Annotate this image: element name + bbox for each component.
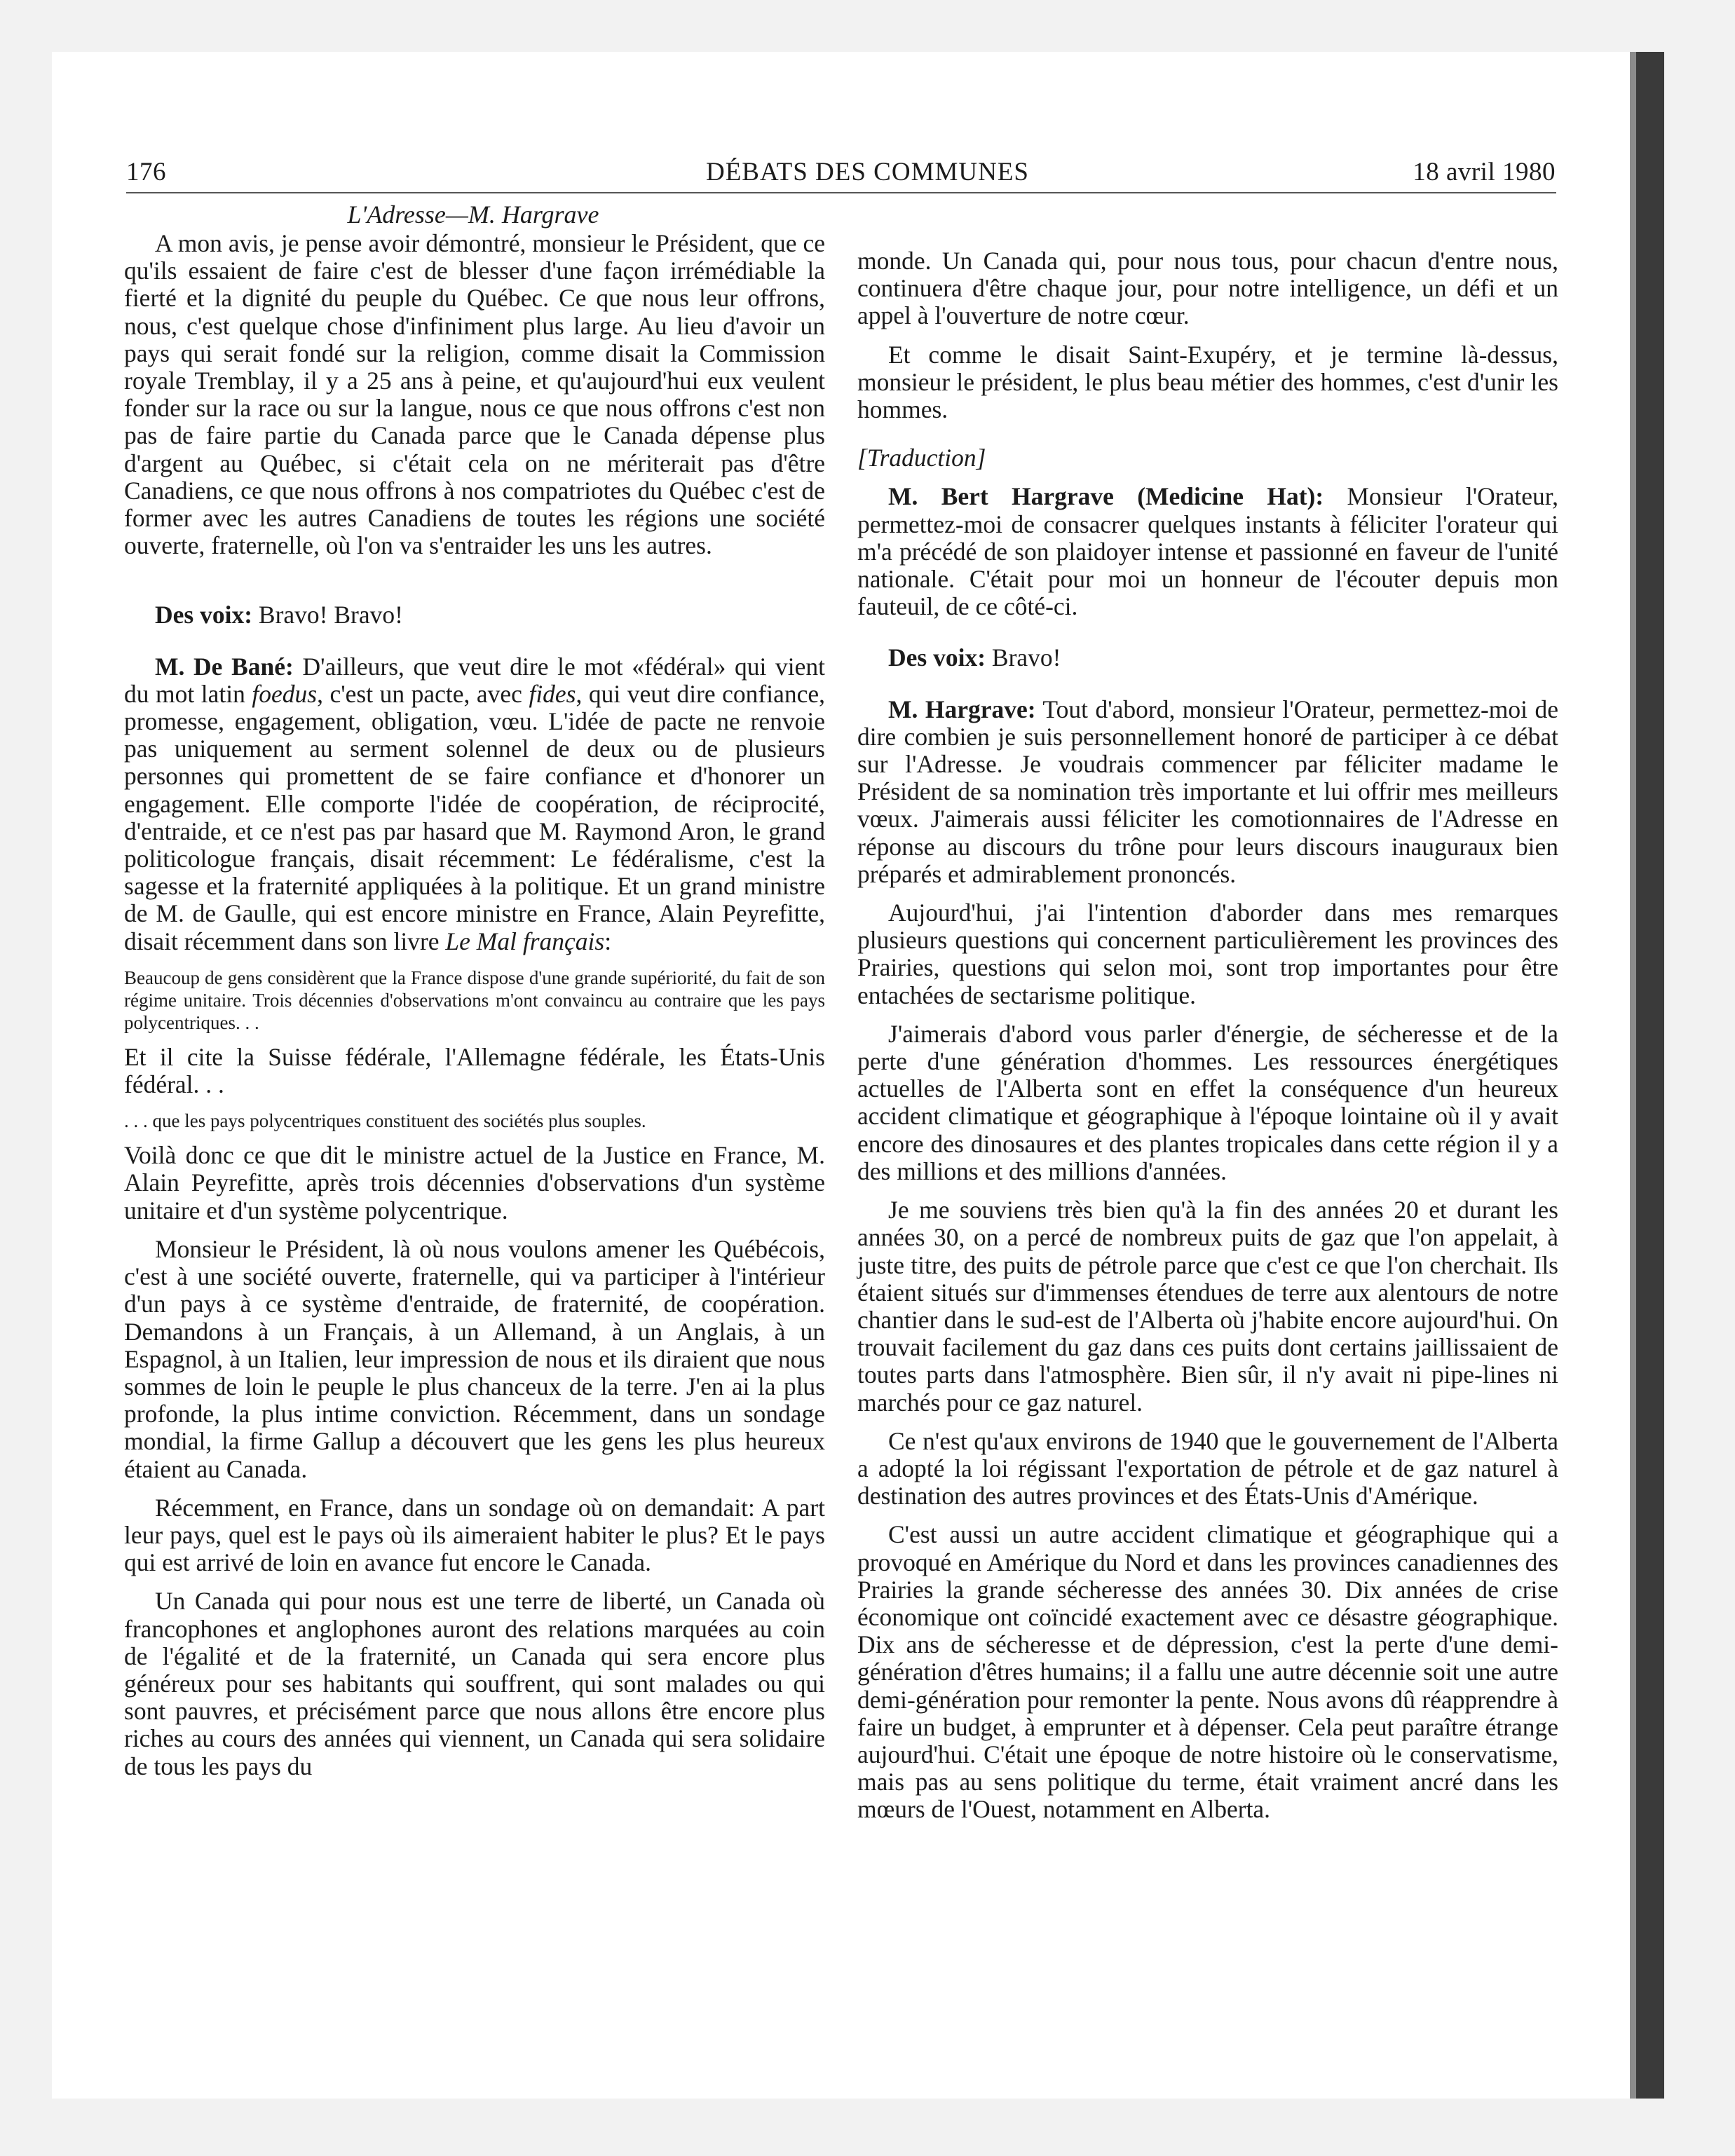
page-number: 176	[126, 158, 166, 186]
journal-title: DÉBATS DES COMMUNES	[705, 158, 1029, 186]
block-quote: Beaucoup de gens considèrent que la France dispose d'une grande supériorité, du fait de son régime unitaire. Trois décennies d'observations m'ont convaincu au contraire que les pays polycentriques. . .	[124, 967, 825, 1033]
paragraph: Je me souviens très bien qu'à la fin des années 20 et durant les années 30, on a percé de nombreux puits de gaz que l'on appelait, à juste titre, des puits de pétrole parce que c'est ce que l'on cherchait. Ils étaient situés sur d'immenses étendues de terre aux alentours de notre chantier dans le sud-est de l'Alberta où j'habite encore aujourd'hui. On trouvait facilement du gaz dans ces puits dont certains jaillissaient de toutes parts dans l'atmosphère. Bien sûr, il n'y avait ni pipe-lines ni marchés pour ce gaz naturel.	[857, 1196, 1558, 1417]
speaker-name: Des voix:	[155, 601, 253, 629]
paragraph: Ce n'est qu'aux environs de 1940 que le gouvernement de l'Alberta a adopté la loi régissant l'exportation de pétrole et de gaz naturel à destination des autres provinces et des États-Unis d'Amérique.	[857, 1426, 1558, 1510]
paragraph: J'aimerais d'abord vous parler d'énergie, de sécheresse et de la perte d'une génération d'hommes. Les ressources énergétiques actuelles de l'Alberta sont en effet la conséquence d'un heureux accident climatique et géographique à l'époque lointaine où il y avait encore des dinosaures et des plantes tropicales dans cette région il y a des millions et des millions d'années.	[857, 1019, 1558, 1185]
speech-text: Monsieur l'Orateur, permettez-moi de consacrer quelques instants à féliciter l'orateur qui m'a précédé de son plaidoyer intense et passionné en faveur de l'unité nationale. C'était pour moi un honneur de l'écouter depuis mon fauteuil, de ce côté-ci.	[857, 482, 1558, 621]
book-title: Le Mal français	[445, 927, 605, 955]
page-edge-bar	[1636, 52, 1664, 2099]
speech-text: Tout d'abord, monsieur l'Orateur, permettez-moi de dire combien je suis personnellement honoré de participer à ce débat sur l'Adresse. Je voudrais commencer par féliciter madame le Président de sa nomination très importante et lui offrir mes meilleurs vœux. J'aimerais aussi féliciter les comotionnaires de l'Adresse en réponse au discours du trône pour leurs discours inauguraux bien préparés et admirablement prononcés.	[857, 695, 1558, 888]
speech-text: , qui veut dire confiance, promesse, engagement, obligation, vœu. L'idée de pacte ne renvoie pas uniquement au serment solennel de deux ou de plusieurs personnes qui promettent de se faire confiance et d'honorer un engagement. Elle comporte l'idée de coopération, de réciprocité, d'entraide, et ce n'est pas par hasard que M. Raymond Aron, le grand politicologue français, disait récemment: Le fédéralisme, c'est la sagesse et la fraternité appliquées à la politique. Et un grand ministre de M. de Gaulle, qui est encore ministre en France, Alain Peyrefitte, disait récemment dans son livre	[124, 679, 825, 955]
translation-label: [Traduction]	[857, 444, 986, 472]
paragraph: Monsieur le Président, là où nous voulons amener les Québécois, c'est à une société ouverte, fraternelle, qui va participer à l'intérieur d'un pays à ce système d'entraide, de fraternité, de coopération. Demandons à un Français, à un Allemand, à un Anglais, à un Espagnol, à un Italien, leur impression de nous et ils diraient que nous sommes de loin le peuple le plus chanceux de la terre. J'en ai la plus profonde, la plus intime conviction. Récemment, dans un sondage mondial, la firme Gallup a découvert que les gens les plus heureux étaient au Canada.	[124, 1234, 825, 1483]
paragraph: Et comme le disait Saint-Exupéry, et je termine là-dessus, monsieur le président, le plus beau métier des hommes, c'est d'unir les hommes.	[857, 340, 1558, 424]
paragraph: Voilà donc ce que dit le ministre actuel de la Justice en France, M. Alain Peyrefitte, après trois décennies d'observations d'un système unitaire et d'un système polycentrique.	[124, 1141, 825, 1224]
paragraph: monde. Un Canada qui, pour nous tous, pour chacun d'entre nous, continuera d'être chaque jour, pour notre intelligence, un défi et un appel à l'ouverture de notre cœur.	[857, 247, 1558, 330]
paragraph: Et il cite la Suisse fédérale, l'Allemagne fédérale, les États-Unis fédéral. . .	[124, 1042, 825, 1099]
speaker-name: M. Bert Hargrave (Medicine Hat):	[888, 482, 1324, 511]
speaker-name: M. Hargrave:	[888, 695, 1036, 723]
paragraph	[124, 601, 825, 629]
speech-text: , c'est un pacte, avec	[317, 679, 529, 708]
paragraph	[124, 653, 825, 955]
speech-text: Bravo! Bravo!	[252, 601, 403, 629]
left-column	[124, 230, 825, 1792]
running-head: L'Adresse—M. Hargrave	[347, 200, 599, 228]
speech-text: Bravo!	[986, 643, 1061, 672]
paragraph: C'est aussi un autre accident climatique et géographique qui a provoqué en Amérique du Nord et dans les provinces canadiennes des Prairies la grande sécheresse des années 30. Dix années de crise économique ont coïncidé exactement avec ce désastre géographique. Dix ans de sécheresse et de dépression, c'est la perte d'une demi-génération d'êtres humains; il a fallu une autre décennie soit une autre demi-génération pour remonter la pente. Nous avons dû réapprendre à faire un budget, à emprunter et à dépenser. Cela peut paraître étrange aujourd'hui. C'était une époque de notre histoire où le conservatisme, mais pas au sens politique du terme, était vraiment ancré dans les mœurs de l'Ouest, notamment en Alberta.	[857, 1520, 1558, 1824]
block-quote: . . . que les pays polycentriques constituent des sociétés plus souples.	[124, 1110, 646, 1132]
right-column	[857, 247, 1558, 1835]
issue-date: 18 avril 1980	[1413, 158, 1556, 186]
speaker-name: M. De Bané:	[155, 652, 294, 681]
paragraph: Récemment, en France, dans un sondage où on demandait: A part leur pays, quel est le pays où ils aimeraient habiter le plus? Et le pays qui est arrivé de loin en avance fut encore le Canada.	[124, 1493, 825, 1577]
paragraph	[857, 696, 1558, 888]
speaker-name: Des voix:	[888, 643, 986, 672]
paragraph	[857, 483, 1558, 620]
page-edge-shadow	[1630, 52, 1636, 2099]
speech-text: :	[604, 927, 612, 955]
paragraph: Aujourd'hui, j'ai l'intention d'aborder dans mes remarques plusieurs questions qui concernent particulièrement les provinces des Prairies, questions qui selon moi, sont trop importantes pour être entachées de sectarisme politique.	[857, 899, 1558, 1009]
speech-text: D'ailleurs, que veut dire le mot «fédéral» qui vient du mot latin	[124, 652, 825, 708]
latin-term: fides	[529, 679, 576, 708]
paragraph	[857, 644, 1558, 671]
paragraph: A mon avis, je pense avoir démontré, monsieur le Président, que ce qu'ils essaient de faire c'est de blesser d'une façon irrémédiable la fierté et la dignité du peuple du Québec. Ce que nous leur offrons, nous, c'est quelque chose d'infiniment plus large. Au lieu d'avoir un pays qui serait fondé sur la religion, comme disait la Commission royale Tremblay, il y a 25 ans à peine, et qu'aujourd'hui eux veulent fonder sur la race ou sur la langue, nous ce que nous offrons c'est non pas de faire partie du Canada parce que le Canada dépense plus d'argent au Québec, si c'était cela on ne mériterait pas d'être Canadiens, ce que nous offrons à nos compatriotes du Québec c'est de former avec les autres Canadiens de toutes les régions une société ouverte, fraternelle, où l'on va s'entraider les uns les autres.	[124, 229, 825, 560]
latin-term: foedus	[252, 679, 318, 708]
header-rule	[126, 192, 1556, 193]
paragraph: Un Canada qui pour nous est une terre de liberté, un Canada où francophones et anglophones auront des relations marquées au coin de l'égalité et de la fraternité, un Canada qui sera encore plus généreux pour ses habitants qui souffrent, qui sont malades ou qui sont pauvres, et précisément parce que nous allons être encore plus riches au cours des années qui viennent, un Canada qui sera solidaire de tous les pays du	[124, 1587, 825, 1780]
